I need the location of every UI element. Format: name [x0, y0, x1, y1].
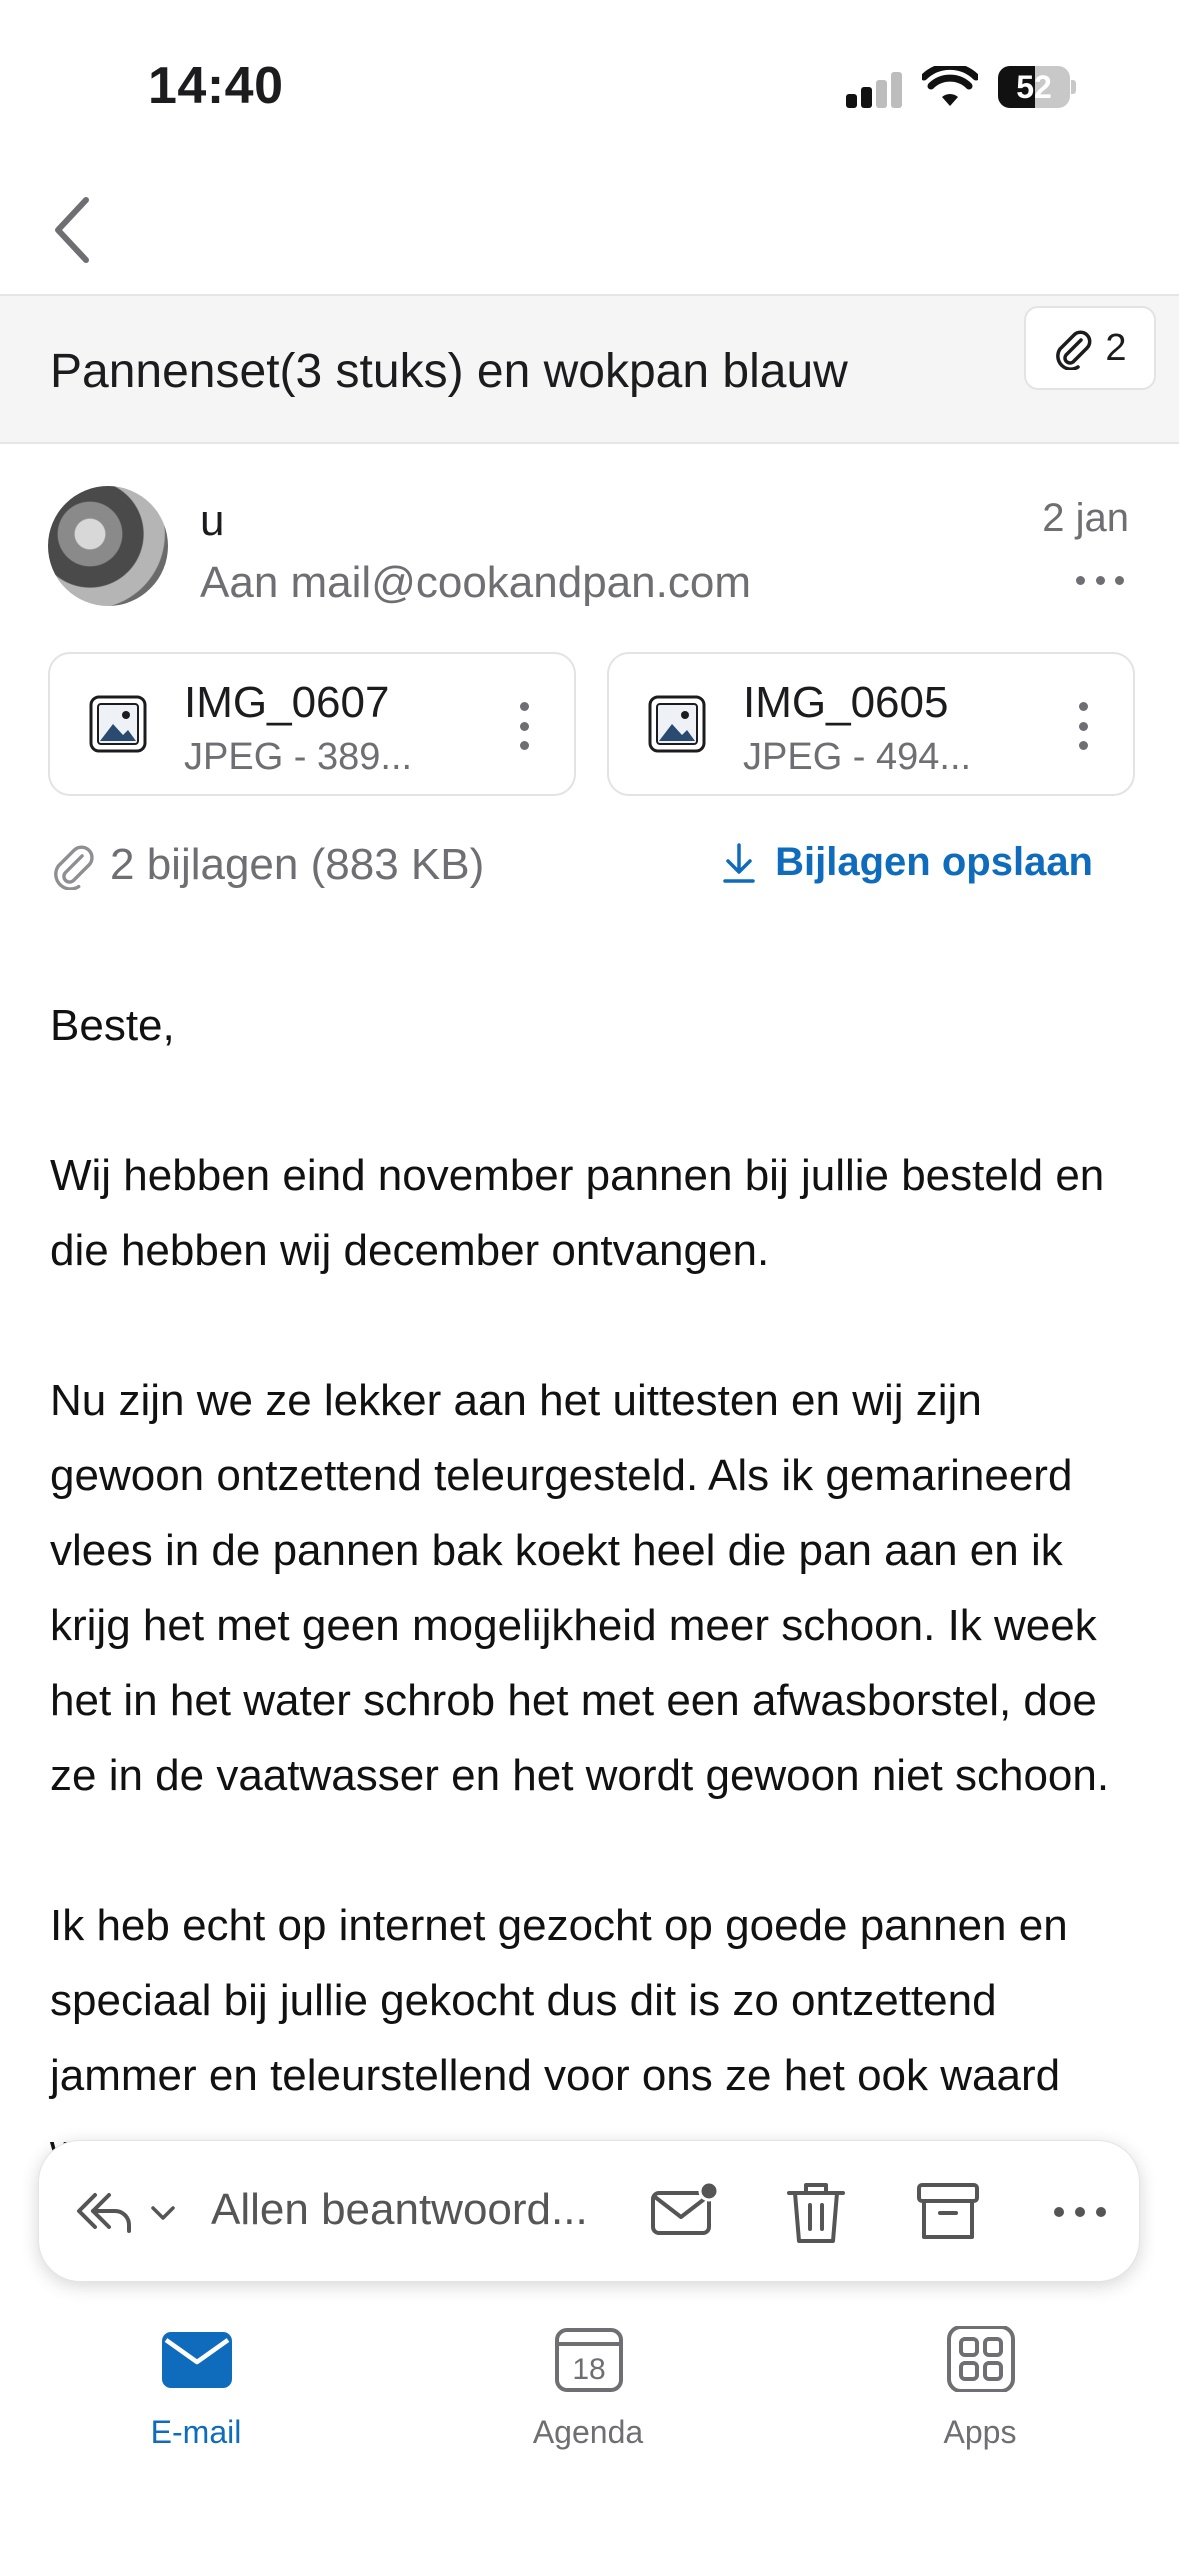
body-paragraph: Ik heb echt op internet gezocht op goede pannen en speciaal bij jullie gekocht dus dit is zo ontzettend jammer en teleurstellend voor ons ze het ook waard: [50, 1901, 1068, 2100]
mail-icon: [162, 2326, 232, 2392]
calendar-icon: [554, 2326, 624, 2392]
calendar-day: 18: [572, 2353, 606, 2386]
email-body: [50, 988, 1140, 2263]
subject-bar: [0, 294, 1179, 444]
status-time: 14:40: [148, 57, 284, 115]
message-date: 2 jan: [1042, 496, 1129, 540]
archive-icon[interactable]: [911, 2175, 985, 2249]
battery-icon: [998, 66, 1076, 108]
message-more-button[interactable]: [1076, 560, 1124, 600]
sender-avatar[interactable]: [48, 486, 168, 606]
mark-unread-icon[interactable]: [647, 2175, 721, 2249]
attachments-summary-text: 2 bijlagen (883 KB): [110, 840, 485, 889]
attachment-card[interactable]: [607, 652, 1135, 796]
download-icon: [721, 842, 757, 884]
cellular-signal-icon: [846, 72, 904, 108]
reply-all-button[interactable]: Allen beantwoord...: [211, 2185, 588, 2234]
wifi-icon: [922, 66, 978, 108]
tab-apps[interactable]: [870, 2322, 1090, 2472]
tab-agenda[interactable]: [478, 2322, 698, 2472]
attachment-more-button[interactable]: [518, 702, 530, 750]
chevron-down-icon[interactable]: [147, 2197, 179, 2229]
tab-label: E-mail: [150, 2414, 242, 2450]
save-attachments-button[interactable]: [721, 840, 1093, 885]
tab-email[interactable]: [86, 2322, 306, 2472]
back-button[interactable]: [44, 190, 104, 270]
attachment-more-button[interactable]: [1077, 702, 1089, 750]
body-paragraph: Wij hebben eind november pannen bij jullie besteld en die hebben wij december ontvangen.: [50, 1151, 1105, 1275]
tab-label: Agenda: [532, 2414, 644, 2450]
recipient-line[interactable]: Aan mail@cookandpan.com: [200, 558, 751, 607]
tab-label: Apps: [943, 2414, 1017, 2450]
attachment-name: IMG_0605: [743, 678, 949, 727]
apps-grid-icon: [946, 2326, 1016, 2392]
attachments-count-button[interactable]: [1024, 306, 1156, 390]
attachment-card[interactable]: [48, 652, 576, 796]
paperclip-icon: [1053, 326, 1093, 370]
attachment-name: IMG_0607: [184, 678, 390, 727]
battery-percentage: 52: [1016, 69, 1052, 105]
paperclip-icon: [50, 840, 96, 890]
more-options-icon[interactable]: [1043, 2175, 1117, 2249]
message-action-bar: [38, 2140, 1140, 2282]
trash-icon[interactable]: [779, 2175, 853, 2249]
body-greeting: Beste,: [50, 1001, 175, 1050]
attachment-meta: JPEG - 389...: [184, 736, 413, 778]
attachments-summary: [50, 840, 484, 890]
sender-name[interactable]: u: [200, 496, 225, 545]
body-paragraph: Nu zijn we ze lekker aan het uittesten en wij zijn gewoon ontzettend teleurgesteld. Als ik gemarineerd vlees in de pannen bak koekt heel die pan aan en ik krijg het met geen mogelijkheid meer schoon. Ik week het in het water schrob het met een afwasborstel, doe ze in de vaatwasser en het wordt gewoon niet schoon.: [50, 1376, 1110, 1800]
attachments-count: 2: [1105, 326, 1127, 369]
image-file-icon: [88, 694, 148, 754]
attachment-meta: JPEG - 494...: [743, 736, 972, 778]
save-attachments-label: Bijlagen opslaan: [775, 840, 1093, 884]
email-subject: Pannenset(3 stuks) en wokpan blauw: [50, 345, 848, 398]
image-file-icon: [647, 694, 707, 754]
reply-all-icon[interactable]: [73, 2181, 135, 2243]
